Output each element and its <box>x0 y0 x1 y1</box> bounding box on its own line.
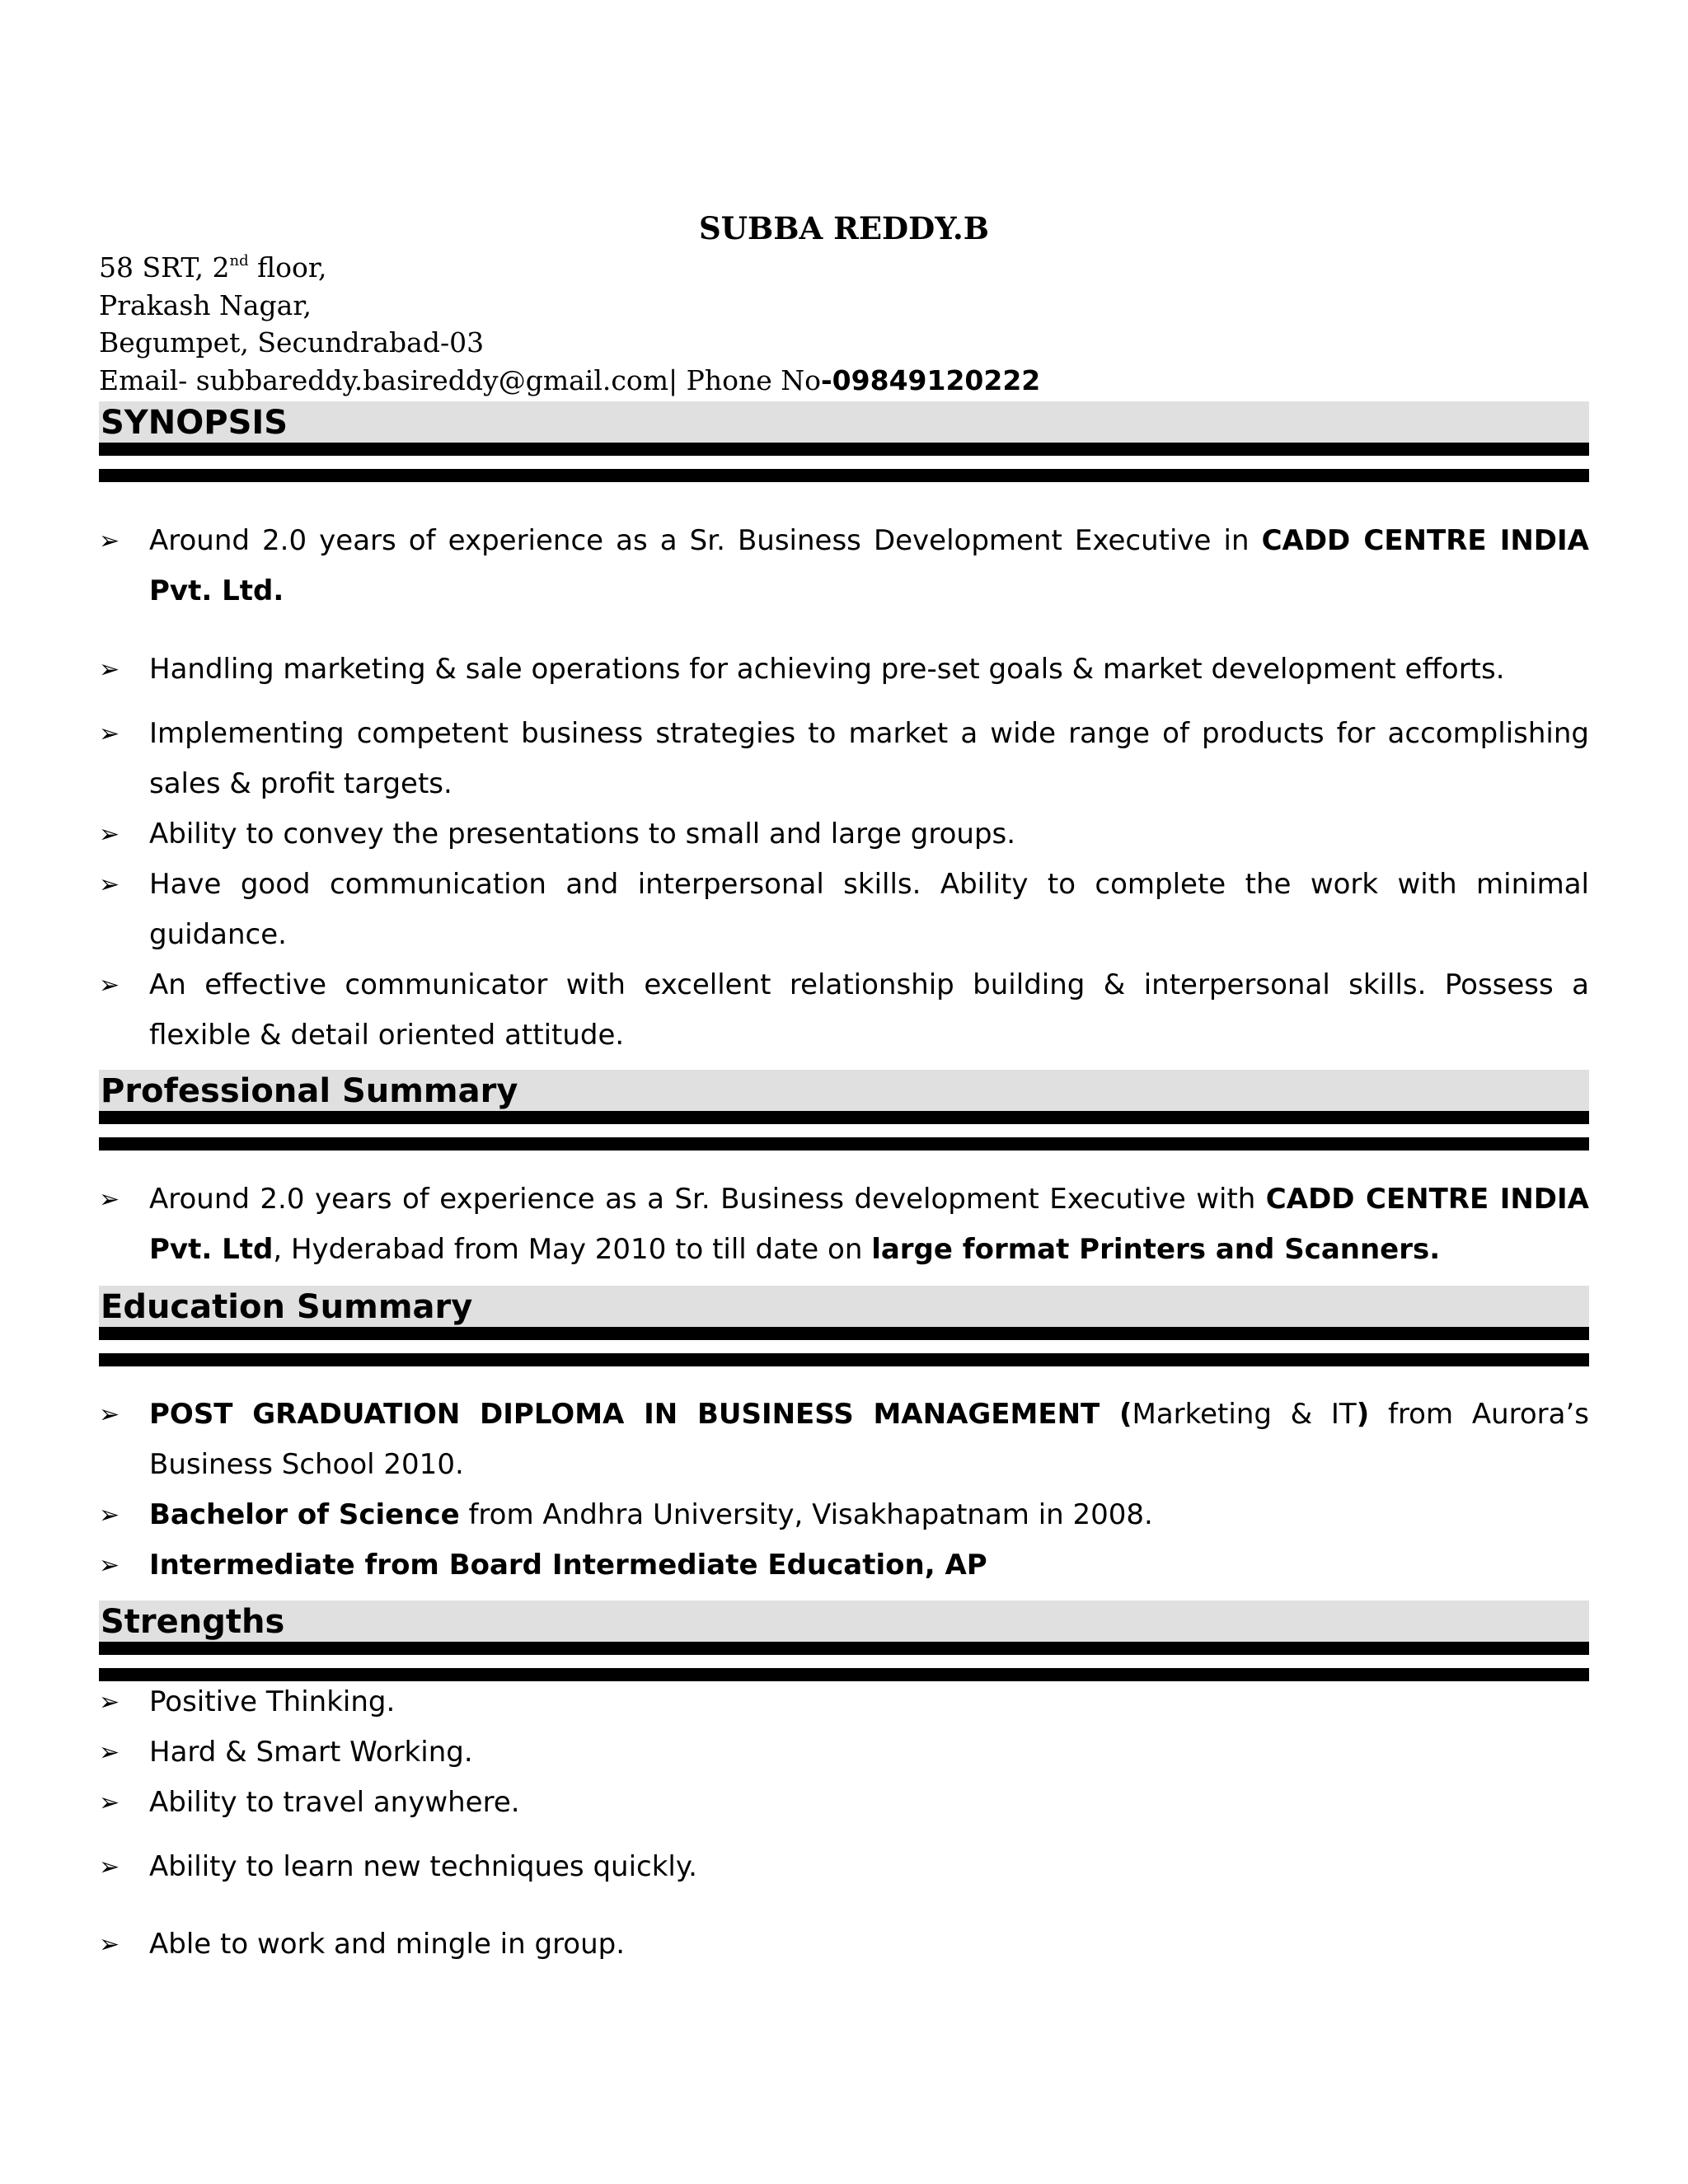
list-item <box>99 809 1589 860</box>
bullet-arrow-icon: ➢ <box>99 971 120 1000</box>
item-text: Positive Thinking. <box>149 1685 396 1718</box>
strengths-list <box>99 1677 1589 1970</box>
contact-line <box>99 362 1040 400</box>
bullet-arrow-icon: ➢ <box>99 1688 120 1717</box>
section-rule <box>99 1327 1589 1340</box>
list-item <box>99 1842 1589 1892</box>
item-text: Ability to convey the presentations to small and large groups. <box>149 818 1016 851</box>
list-item <box>99 1919 1589 1970</box>
address-line-3: Begumpet, Secundrabad-03 <box>99 326 485 359</box>
section-rule <box>99 1642 1589 1655</box>
list-item <box>99 709 1589 809</box>
section-title: Professional Summary <box>99 1070 1589 1111</box>
bullet-arrow-icon: ➢ <box>99 870 120 899</box>
section-strengths-header <box>99 1601 1589 1681</box>
item-text: Implementing competent business strategies to market a wide range of products for accomplishing sales & profit targets. <box>149 717 1589 800</box>
email-text: Email- subbareddy.basireddy@gmail.com| Phone No <box>99 363 821 396</box>
section-professional-header <box>99 1070 1589 1151</box>
bullet-arrow-icon: ➢ <box>99 1853 120 1882</box>
item-text: Hard & Smart Working. <box>149 1736 473 1769</box>
list-item <box>99 1677 1589 1727</box>
item-text: Around 2.0 years of experience as a Sr. Business Development Executive in <box>149 524 1262 557</box>
item-text: Ability to learn new techniques quickly. <box>149 1850 697 1883</box>
item-text: An effective communicator with excellent relationship building & interpersonal skills. Possess a flexible & detail oriented attitude. <box>149 968 1589 1052</box>
item-bold-text: Bachelor of Science <box>149 1498 460 1531</box>
education-list <box>99 1390 1589 1591</box>
section-title: SYNOPSIS <box>99 401 1589 443</box>
section-rule <box>99 469 1589 482</box>
item-text: Have good communication and interpersonal skills. Ability to complete the work with minimal guidance. <box>149 868 1589 951</box>
professional-list <box>99 1174 1589 1275</box>
list-item <box>99 1390 1589 1490</box>
list-item <box>99 644 1589 695</box>
bullet-arrow-icon: ➢ <box>99 1185 120 1214</box>
address-superscript: nd <box>229 252 249 269</box>
item-text: Marketing & IT <box>1132 1398 1357 1431</box>
item-text: from Andhra University, Visakhapatnam in 2008. <box>459 1498 1153 1531</box>
phone-number: -09849120222 <box>820 363 1041 396</box>
item-bold-text: large format Printers and Scanners. <box>871 1233 1441 1266</box>
address-line-1-text: 58 SRT, 2 <box>99 251 230 284</box>
item-text: Around 2.0 years of experience as a Sr. Business development Executive with <box>149 1183 1266 1216</box>
address-line-2: Prakash Nagar, <box>99 288 312 321</box>
list-item <box>99 1727 1589 1778</box>
list-item <box>99 1778 1589 1828</box>
item-bold-text: CADD CENTRE INDIA Pvt. Ltd. <box>149 524 1589 607</box>
list-item <box>99 860 1589 960</box>
bullet-arrow-icon: ➢ <box>99 1738 120 1767</box>
item-bold-text: ) <box>1356 1398 1370 1431</box>
section-rule <box>99 1111 1589 1124</box>
candidate-name: SUBBA REDDY.B <box>698 210 990 246</box>
section-title: Strengths <box>99 1601 1589 1642</box>
list-item <box>99 1490 1589 1540</box>
item-text: Ability to travel anywhere. <box>149 1786 520 1819</box>
section-rule <box>99 1353 1589 1366</box>
address-line-1-tail: floor, <box>248 251 327 284</box>
item-text: , Hyderabad from May 2010 to till date on <box>273 1233 872 1266</box>
bullet-arrow-icon: ➢ <box>99 1930 120 1959</box>
list-item <box>99 1540 1589 1591</box>
item-bold-text: Intermediate from Board Intermediate Education, AP <box>149 1549 987 1582</box>
item-bold-text: CADD CENTRE INDIA Pvt. Ltd <box>149 1183 1589 1266</box>
section-rule <box>99 1137 1589 1151</box>
contact-block <box>99 249 1040 399</box>
bullet-arrow-icon: ➢ <box>99 820 120 849</box>
bullet-arrow-icon: ➢ <box>99 1501 120 1530</box>
list-item <box>99 516 1589 616</box>
item-text: from Aurora’s Business School 2010. <box>149 1398 1589 1481</box>
bullet-arrow-icon: ➢ <box>99 1788 120 1817</box>
item-text: Able to work and mingle in group. <box>149 1928 626 1961</box>
bullet-arrow-icon: ➢ <box>99 719 120 748</box>
list-item <box>99 960 1589 1061</box>
bullet-arrow-icon: ➢ <box>99 1400 120 1429</box>
list-item <box>99 1174 1589 1275</box>
section-synopsis-header <box>99 401 1589 482</box>
bullet-arrow-icon: ➢ <box>99 655 120 684</box>
address-line-1 <box>99 249 1040 287</box>
item-bold-text: POST GRADUATION DIPLOMA IN BUSINESS MANAGEMENT ( <box>149 1398 1132 1431</box>
section-rule <box>99 443 1589 456</box>
bullet-arrow-icon: ➢ <box>99 1551 120 1580</box>
bullet-arrow-icon: ➢ <box>99 527 120 555</box>
item-text: Handling marketing & sale operations for achieving pre-set goals & market development efforts. <box>149 653 1505 686</box>
section-title: Education Summary <box>99 1286 1589 1327</box>
synopsis-list <box>99 516 1589 1061</box>
section-education-header <box>99 1286 1589 1366</box>
